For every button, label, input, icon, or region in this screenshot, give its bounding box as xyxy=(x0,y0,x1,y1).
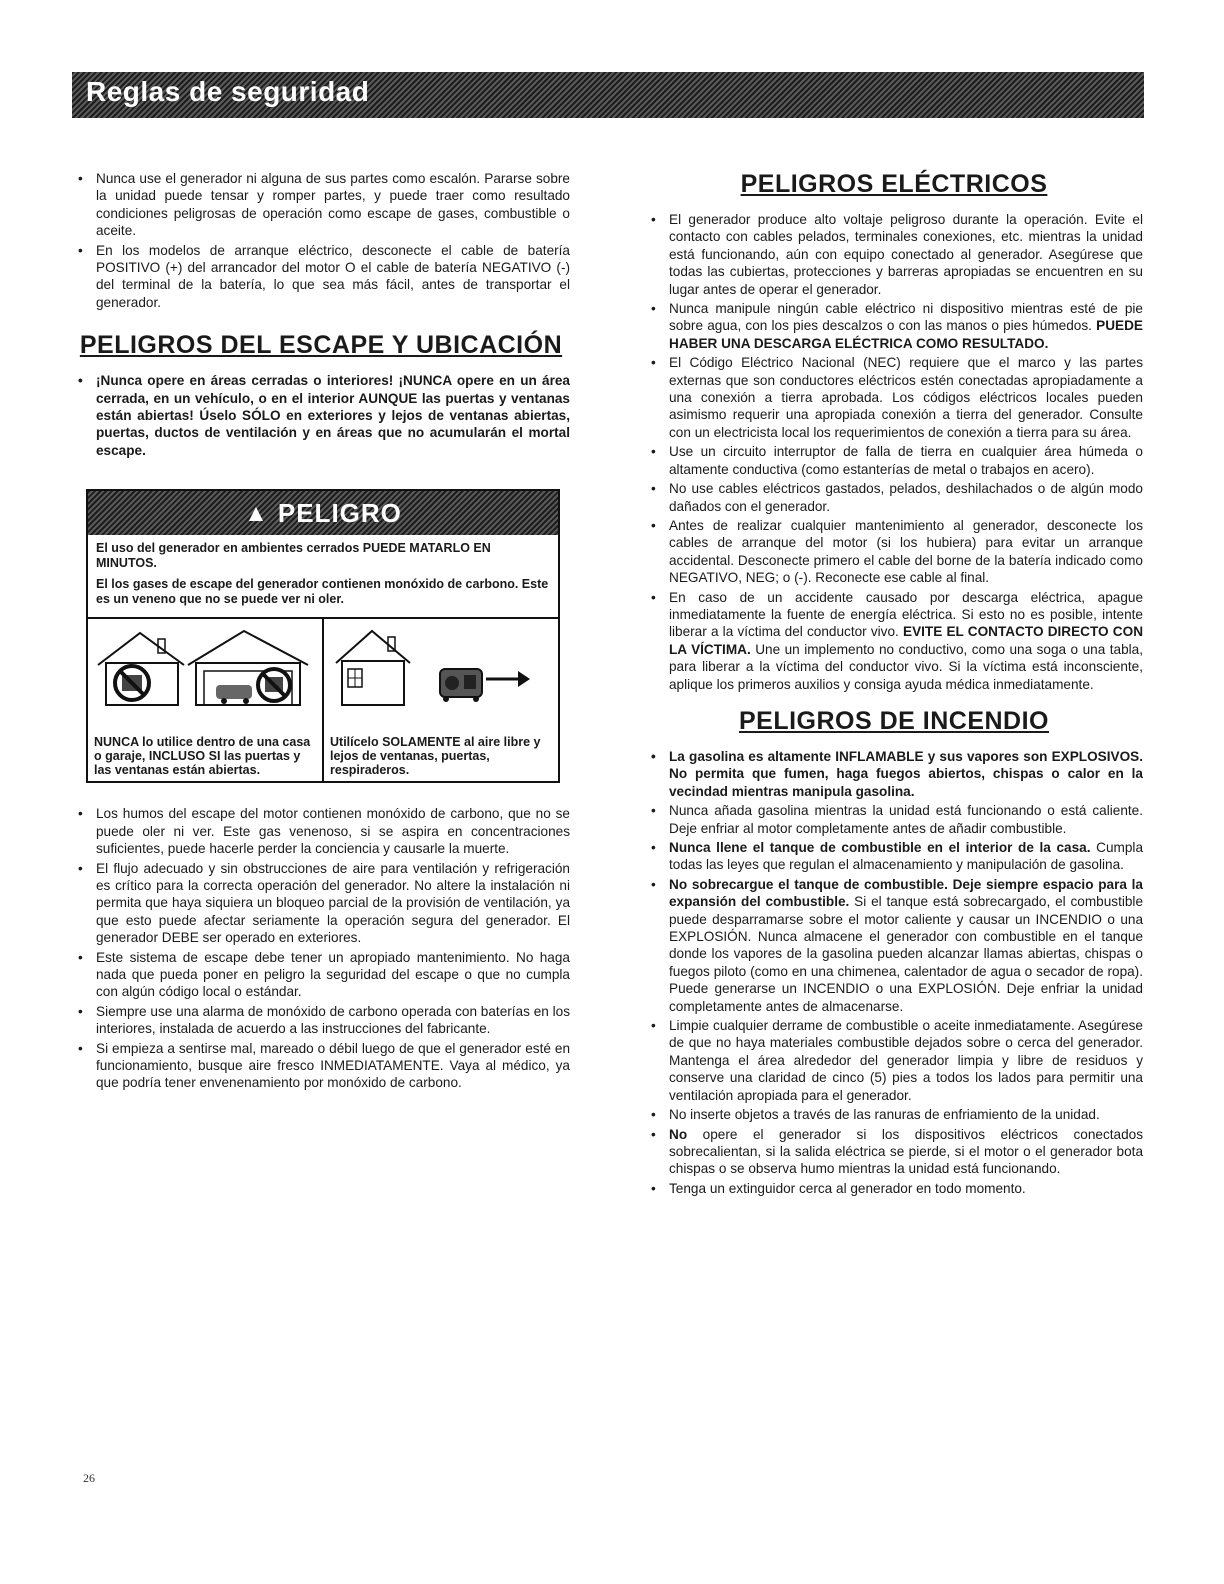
house-generator-outdoors-icon xyxy=(328,625,556,707)
list-item xyxy=(645,876,1143,1015)
danger-line-2: El los gases de escape del generador contienen monóxido de carbono. Este es un veneno que no se puede ver ni oler. xyxy=(96,577,549,607)
electric-section-heading xyxy=(645,170,1143,199)
list-item: • No use cables eléctricos gastados, pelados, deshilachados o de algún modo dañados con el generador. xyxy=(645,480,1143,515)
danger-pictograms xyxy=(88,617,558,781)
header-banner xyxy=(72,72,1144,118)
electric-section-title: PELIGROS ELÉCTRICOS xyxy=(740,170,1048,198)
item-emphasis: PUEDE HABER UNA DESCARGA ELÉCTRICA COMO RESULTADO. xyxy=(669,318,1143,351)
item-text: Nunca manipule ningún cable eléctrico ni dispositivo mientras esté de pie sobre agua, con los pies descalzos o con las manos o pies húmedos. xyxy=(669,301,1143,334)
house-garage-prohibited-icon xyxy=(92,625,320,707)
warning-triangle-icon: ▲ xyxy=(244,499,268,527)
right-column xyxy=(645,170,1143,1199)
danger-box xyxy=(86,489,560,783)
fire-section-title: PELIGROS DE INCENDIO xyxy=(738,706,1050,735)
list-item: • El generador produce alto voltaje peligroso durante la operación. Evite el contacto con cables pelados, terminales conexiones, etc. mientras la unidad está funcionando, aún con equipo conectado al generador. Asegúrese que todas las cubiertas, protecciones y barreras apropiadas se encuentren en su lugar antes de operar el generador. xyxy=(645,211,1143,298)
outdoor-use-cell xyxy=(322,619,558,781)
indoor-prohibited-cell xyxy=(88,619,322,781)
list-item: • Nunca use el generador ni alguna de sus partes como escalón. Pararse sobre la unidad puede tensar y romper partes, y puede traer como resultado condiciones peligrosas de operación como escape de gases, combustible o aceite. xyxy=(72,170,570,240)
list-item xyxy=(645,839,1143,874)
list-item: • Si empieza a sentirse mal, mareado o débil luego de que el generador esté en funcionamiento, busque aire fresco INMEDIATAMENTE. Vaya al médico, ya que podría tener envenenamiento por monóxido de carbono. xyxy=(72,1040,570,1092)
page-number: 26 xyxy=(83,1471,95,1485)
list-item: • ¡Nunca opere en áreas cerradas o interiores! ¡NUNCA opere en un área cerrada, en un vehículo, o en el interior AUNQUE las puertas y ventanas están abiertas! Úselo SÓLO en exteriores y lejos de ventanas abiertas, puertas, ductos de ventilación y en áreas que no acumularán el mortal escape. xyxy=(72,372,570,459)
list-item: • La gasolina es altamente INFLAMABLE y sus vapores son EXPLOSIVOS. No permita que fumen, haga fuegos abiertos, chispas o calor en la vecindad mientras manipula gasolina. xyxy=(645,748,1143,800)
intro-list xyxy=(72,170,570,311)
list-item: • En los modelos de arranque eléctrico, desconecte el cable de batería POSITIVO (+) del arrancador del motor O el cable de batería NEGATIVO (-) del terminal de la batería, lo que sea más fácil, antes de transportar el generador. xyxy=(72,242,570,312)
exhaust-list xyxy=(72,372,570,459)
item-emphasis: EVITE EL CONTACTO DIRECTO CON LA VÍCTIMA. xyxy=(669,624,1144,657)
list-item: • Nunca añada gasolina mientras la unidad está funcionando o está caliente. Deje enfriar al motor completamente antes de añadir combustible. xyxy=(645,802,1143,837)
danger-text xyxy=(88,535,558,617)
list-item: • Este sistema de escape debe tener un apropiado mantenimiento. No haga nada que pueda poner en peligro la seguridad del escape o que no cumpla con algún código local o estándar. xyxy=(72,949,570,1001)
indoor-prohibited-caption: NUNCA lo utilice dentro de una casa o garaje, INCLUSO SI las puertas y las ventanas están abiertas. xyxy=(94,735,311,778)
list-item: • No inserte objetos a través de las ranuras de enfriamiento de la unidad. xyxy=(645,1106,1143,1123)
item-text: Une un implemento no conductivo, como una soga o una tabla, para liberar a la víctima del conductor vivo. Si la víctima está inconsciente, aplique los primeros auxilios y consiga ayuda médica inmediatamente. xyxy=(669,641,1143,692)
item-text: Si el tanque está sobrecargado, el combustible puede desparramarse sobre el motor caliente y causar un INCENDIO o una EXPLOSIÓN. Nunca almacene el generador con combustible en el tanque donde los vapores de la gasolina pueden alcanzar llamas abiertas, chispas o fuegos piloto (como en una chimenea, calentador de agua o secador de ropa). Puede generarse un INCENDIO o una EXPLOSIÓN. Deje enfriar la unidad completamente antes de almacenarse. xyxy=(669,894,1144,1014)
list-item xyxy=(645,300,1143,352)
list-item: • Limpie cualquier derrame de combustible o aceite inmediatamente. Asegúrese de que no haya materiales combustible dejados sobre o cerca del generador. Mantenga el área alrededor del generador limpia y libre de residuos y conserve una claridad de cinco (5) pies a todos los lados para permitir una ventilación apropiada para el generador. xyxy=(645,1017,1143,1104)
danger-header xyxy=(88,491,558,535)
list-item: • Antes de realizar cualquier mantenimiento al generador, desconecte los cables de arranque del motor (si los hubiera) para evitar un arranque accidental. Desconecte primero el cable del borne de la batería indicado como NEGATIVO, NEG; o (-). Reconecte ese cable al final. xyxy=(645,517,1143,587)
fire-list xyxy=(645,748,1143,1197)
list-item: • Use un circuito interruptor de falla de tierra en cualquier área húmeda o altamente conductiva (como estanterías de metal o trabajos en acero). xyxy=(645,443,1143,478)
danger-title: PELIGRO xyxy=(277,497,402,528)
list-item: • El Código Eléctrico Nacional (NEC) requiere que el marco y las partes externas que son conductores eléctricos estén conectadas apropiadamente a una conexión a tierra aprobada. Los códigos eléctricos locales pueden asimismo requerir una apropiada conexión a tierra del generador. Consulte con un electricista local los requerimientos de conexión a tierra para su área. xyxy=(645,354,1143,441)
list-item: • Siempre use una alarma de monóxido de carbono operada con baterías en los interiores, instalada de acuerdo a las instrucciones del fabricante. xyxy=(72,1003,570,1038)
item-emphasis: No sobrecargue el tanque de combustible. Deje siempre espacio para la expansión del combustible. xyxy=(669,876,1143,910)
exhaust-details-list xyxy=(72,805,570,1092)
list-item xyxy=(645,589,1143,693)
item-text: En caso de un accidente causado por descarga eléctrica, apague inmediatamente la fuente de energía eléctrica. Si esto no es posible, intente liberar a la víctima del conductor vivo. xyxy=(669,589,1143,640)
outdoor-use-caption: Utilícelo SOLAMENTE al aire libre y lejos de ventanas, puertas, respiraderos. xyxy=(330,735,541,778)
left-column xyxy=(72,170,570,1094)
exhaust-section-heading xyxy=(72,331,570,360)
list-item: • Los humos del escape del motor contienen monóxido de carbono, que no se puede oler ni ver. Este gas venenoso, si se aspira en concentraciones suficientes, puede hacerle perder la conciencia y causarle la muerte. xyxy=(72,805,570,857)
electric-list xyxy=(645,211,1143,693)
list-item: • Tenga un extinguidor cerca al generador en todo momento. xyxy=(645,1180,1143,1197)
item-text: opere el generador si los dispositivos eléctricos conectados sobrecalientan, si la salida eléctrica se pierde, si el motor o el generador bota chispas o se observa humo mientras la unidad está funcionando. xyxy=(669,1126,1144,1177)
exhaust-section-title: PELIGROS DEL ESCAPE Y UBICACIÓN xyxy=(79,331,563,360)
list-item: • El flujo adecuado y sin obstrucciones de aire para ventilación y refrigeración es crítico para la correcta operación del generador. No altere la instalación ni permita que haya siquiera un bloqueo parcial de la provisión de ventilación, ya que esto puede afectar seriamente la operación segura del generador. El generador DEBE ser operado en exteriores. xyxy=(72,860,570,947)
fire-section-heading xyxy=(645,707,1143,736)
list-item xyxy=(645,1126,1143,1178)
danger-line-1: El uso del generador en ambientes cerrados PUEDE MATARLO EN MINUTOS. xyxy=(96,541,491,571)
item-emphasis: Nunca llene el tanque de combustible en el interior de la casa. xyxy=(669,840,1091,855)
item-emphasis: No xyxy=(669,1126,688,1142)
item-text: Cumpla todas las leyes que regulan el almacenamiento y manipulación de gasolina. xyxy=(669,840,1144,873)
page-title: Reglas de seguridad xyxy=(86,76,370,107)
